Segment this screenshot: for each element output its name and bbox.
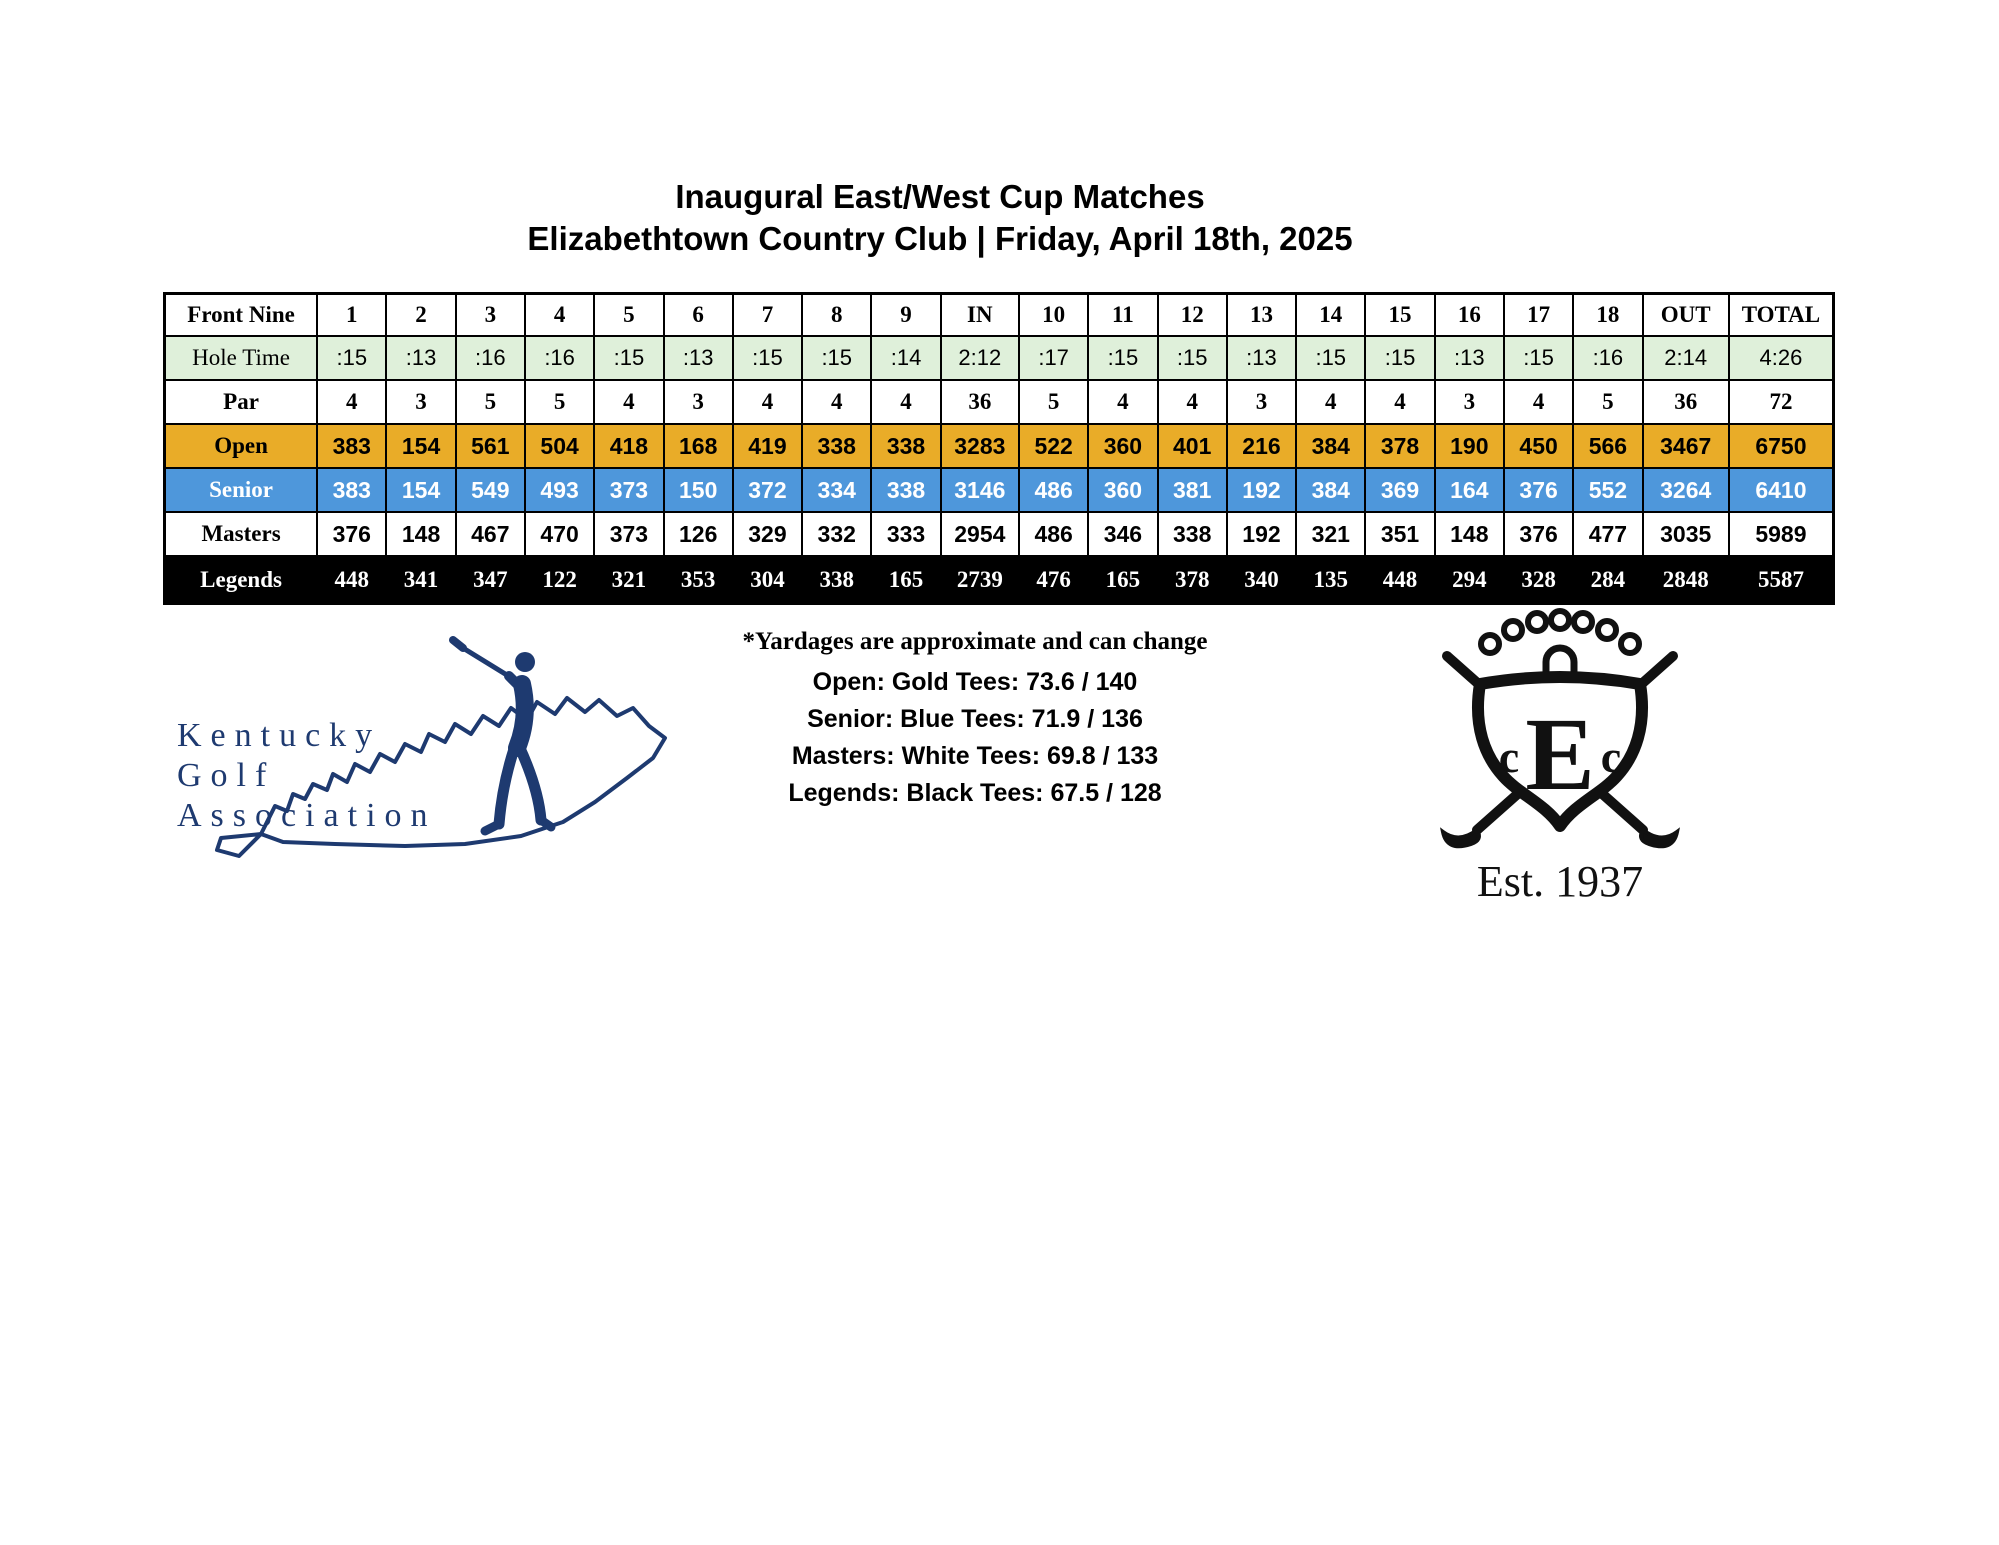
ecc-monogram-right: c: [1600, 731, 1622, 782]
table-cell: 122: [525, 556, 594, 604]
table-cell: 135: [1296, 556, 1365, 604]
table-cell: 192: [1227, 512, 1296, 556]
table-cell: 165: [871, 556, 940, 604]
open-tee-rating: Open: Gold Tees: 73.6 / 140: [812, 668, 1138, 696]
table-cell: 4: [733, 380, 802, 424]
row-senior: [165, 468, 1834, 512]
table-cell: 378: [1365, 424, 1434, 468]
table-cell: 5: [1573, 380, 1642, 424]
table-cell: 4: [594, 380, 663, 424]
table-cell: 3467: [1643, 424, 1729, 468]
table-cell: 340: [1227, 556, 1296, 604]
table-cell: 2:12: [941, 336, 1019, 380]
column-header: 7: [733, 294, 802, 337]
table-cell: 294: [1435, 556, 1504, 604]
yardage-notes: [700, 628, 1250, 812]
table-cell: 164: [1435, 468, 1504, 512]
table-cell: 383: [317, 424, 386, 468]
table-cell: :15: [317, 336, 386, 380]
table-cell: 6410: [1729, 468, 1834, 512]
table-cell: :17: [1019, 336, 1088, 380]
table-cell: 5: [1019, 380, 1088, 424]
table-cell: 2848: [1643, 556, 1729, 604]
table-cell: 448: [1365, 556, 1434, 604]
table-cell: 3146: [941, 468, 1019, 512]
table-cell: 2:14: [1643, 336, 1729, 380]
table-cell: 5587: [1729, 556, 1834, 604]
table-cell: 383: [317, 468, 386, 512]
table-cell: 450: [1504, 424, 1573, 468]
scorecard-header-row: [165, 294, 1834, 337]
column-header: 9: [871, 294, 940, 337]
masters-tee-rating: Masters: White Tees: 69.8 / 133: [791, 742, 1159, 770]
crown-loops-icon: [1481, 611, 1639, 676]
column-header: 6: [664, 294, 733, 337]
table-cell: 4: [1365, 380, 1434, 424]
table-cell: 401: [1158, 424, 1227, 468]
row-label: Open: [165, 424, 318, 468]
table-cell: :15: [1296, 336, 1365, 380]
column-header: OUT: [1643, 294, 1729, 337]
table-cell: :15: [1158, 336, 1227, 380]
table-cell: 448: [317, 556, 386, 604]
table-cell: 347: [456, 556, 525, 604]
table-cell: 373: [594, 512, 663, 556]
table-cell: 493: [525, 468, 594, 512]
page-title: [0, 176, 1880, 260]
row-label: Senior: [165, 468, 318, 512]
scorecard-body: [165, 336, 1834, 604]
table-cell: 36: [1643, 380, 1729, 424]
table-cell: :15: [1365, 336, 1434, 380]
kentucky-golf-association-logo: [165, 636, 695, 876]
table-cell: 338: [802, 424, 871, 468]
kga-text-kentucky: Kentucky: [177, 717, 382, 754]
table-cell: 561: [456, 424, 525, 468]
table-cell: 476: [1019, 556, 1088, 604]
legends-tee-rating: Legends: Black Tees: 67.5 / 128: [788, 779, 1162, 807]
table-cell: 351: [1365, 512, 1434, 556]
table-cell: 284: [1573, 556, 1642, 604]
table-cell: 304: [733, 556, 802, 604]
table-cell: 216: [1227, 424, 1296, 468]
table-cell: 4: [871, 380, 940, 424]
table-cell: 2954: [941, 512, 1019, 556]
row-label: Hole Time: [165, 336, 318, 380]
table-cell: 338: [802, 556, 871, 604]
table-cell: 4: [1088, 380, 1157, 424]
table-cell: 4: [317, 380, 386, 424]
table-cell: 419: [733, 424, 802, 468]
row-open: [165, 424, 1834, 468]
column-header: 17: [1504, 294, 1573, 337]
table-cell: 154: [386, 424, 455, 468]
table-cell: 522: [1019, 424, 1088, 468]
table-cell: :13: [1435, 336, 1504, 380]
table-cell: :15: [802, 336, 871, 380]
column-header: 8: [802, 294, 871, 337]
table-cell: 165: [1088, 556, 1157, 604]
table-cell: 3035: [1643, 512, 1729, 556]
column-header: 12: [1158, 294, 1227, 337]
table-cell: 338: [871, 468, 940, 512]
senior-tee-rating: Senior: Blue Tees: 71.9 / 136: [807, 705, 1143, 733]
row-label: Masters: [165, 512, 318, 556]
row-legends: [165, 556, 1834, 604]
column-header: 18: [1573, 294, 1642, 337]
column-header: TOTAL: [1729, 294, 1834, 337]
row-masters: [165, 512, 1834, 556]
column-header: 11: [1088, 294, 1157, 337]
table-cell: 168: [664, 424, 733, 468]
row-holetime: [165, 336, 1834, 380]
table-cell: 3283: [941, 424, 1019, 468]
ecc-monogram-center: E: [1525, 697, 1595, 812]
table-cell: 5989: [1729, 512, 1834, 556]
ecc-monogram-left: c: [1498, 731, 1520, 782]
table-cell: 333: [871, 512, 940, 556]
table-cell: :15: [733, 336, 802, 380]
table-cell: 486: [1019, 468, 1088, 512]
table-cell: 126: [664, 512, 733, 556]
table-cell: 148: [386, 512, 455, 556]
table-cell: 338: [1158, 512, 1227, 556]
row-par: [165, 380, 1834, 424]
table-cell: 376: [1504, 468, 1573, 512]
table-cell: 549: [456, 468, 525, 512]
table-cell: 360: [1088, 468, 1157, 512]
table-cell: 4: [1504, 380, 1573, 424]
table-cell: 470: [525, 512, 594, 556]
table-cell: 346: [1088, 512, 1157, 556]
column-header: 15: [1365, 294, 1434, 337]
table-cell: 5: [525, 380, 594, 424]
golfer-icon: [453, 640, 551, 831]
table-cell: 4: [802, 380, 871, 424]
table-cell: 566: [1573, 424, 1642, 468]
table-cell: :13: [664, 336, 733, 380]
table-cell: :16: [456, 336, 525, 380]
table-cell: 418: [594, 424, 663, 468]
table-cell: 4:26: [1729, 336, 1834, 380]
table-cell: 190: [1435, 424, 1504, 468]
column-header: 14: [1296, 294, 1365, 337]
table-cell: 192: [1227, 468, 1296, 512]
table-cell: 5: [456, 380, 525, 424]
table-cell: 72: [1729, 380, 1834, 424]
column-header: 3: [456, 294, 525, 337]
table-cell: 36: [941, 380, 1019, 424]
table-cell: 384: [1296, 424, 1365, 468]
table-cell: 477: [1573, 512, 1642, 556]
table-cell: 341: [386, 556, 455, 604]
table-cell: 376: [1504, 512, 1573, 556]
column-header: 13: [1227, 294, 1296, 337]
column-header: 1: [317, 294, 386, 337]
table-cell: :14: [871, 336, 940, 380]
row-label: Legends: [165, 556, 318, 604]
column-header: 5: [594, 294, 663, 337]
table-cell: 321: [1296, 512, 1365, 556]
table-cell: 321: [594, 556, 663, 604]
table-cell: 3: [386, 380, 455, 424]
ecc-established-text: Est. 1937: [1476, 857, 1644, 906]
scorecard: [163, 292, 1835, 605]
table-cell: 2739: [941, 556, 1019, 604]
table-cell: 150: [664, 468, 733, 512]
table-cell: 338: [871, 424, 940, 468]
table-cell: 369: [1365, 468, 1434, 512]
row-label-header: Front Nine: [165, 294, 318, 337]
table-cell: 332: [802, 512, 871, 556]
table-cell: :15: [1088, 336, 1157, 380]
table-cell: 360: [1088, 424, 1157, 468]
table-cell: :16: [525, 336, 594, 380]
column-header: 2: [386, 294, 455, 337]
column-header: IN: [941, 294, 1019, 337]
kga-text-golf: Golf: [177, 757, 276, 794]
table-cell: 328: [1504, 556, 1573, 604]
table-cell: 3: [664, 380, 733, 424]
table-cell: 486: [1019, 512, 1088, 556]
table-cell: 3: [1435, 380, 1504, 424]
kga-text-association: Association: [177, 797, 437, 834]
table-cell: 372: [733, 468, 802, 512]
table-cell: 504: [525, 424, 594, 468]
table-cell: 376: [317, 512, 386, 556]
table-cell: :13: [386, 336, 455, 380]
column-header: 4: [525, 294, 594, 337]
table-cell: :15: [1504, 336, 1573, 380]
table-cell: 384: [1296, 468, 1365, 512]
table-cell: 148: [1435, 512, 1504, 556]
table-cell: 353: [664, 556, 733, 604]
table-cell: :15: [594, 336, 663, 380]
column-header: 10: [1019, 294, 1088, 337]
table-cell: 552: [1573, 468, 1642, 512]
yardage-disclaimer: *Yardages are approximate and can change: [742, 628, 1208, 655]
table-cell: 4: [1296, 380, 1365, 424]
table-cell: 3: [1227, 380, 1296, 424]
event-subtitle: Elizabethtown Country Club | Friday, April 18th, 2025: [527, 220, 1353, 257]
scorecard-table: [163, 292, 1835, 605]
row-label: Par: [165, 380, 318, 424]
table-cell: 6750: [1729, 424, 1834, 468]
table-cell: 378: [1158, 556, 1227, 604]
elizabethtown-country-club-logo: [1425, 604, 1695, 914]
event-title: Inaugural East/West Cup Matches: [675, 178, 1205, 215]
table-cell: 381: [1158, 468, 1227, 512]
table-cell: 329: [733, 512, 802, 556]
table-cell: :16: [1573, 336, 1642, 380]
table-cell: 154: [386, 468, 455, 512]
table-cell: 4: [1158, 380, 1227, 424]
table-cell: :13: [1227, 336, 1296, 380]
table-cell: 3264: [1643, 468, 1729, 512]
table-cell: 373: [594, 468, 663, 512]
column-header: 16: [1435, 294, 1504, 337]
table-cell: 334: [802, 468, 871, 512]
table-cell: 467: [456, 512, 525, 556]
